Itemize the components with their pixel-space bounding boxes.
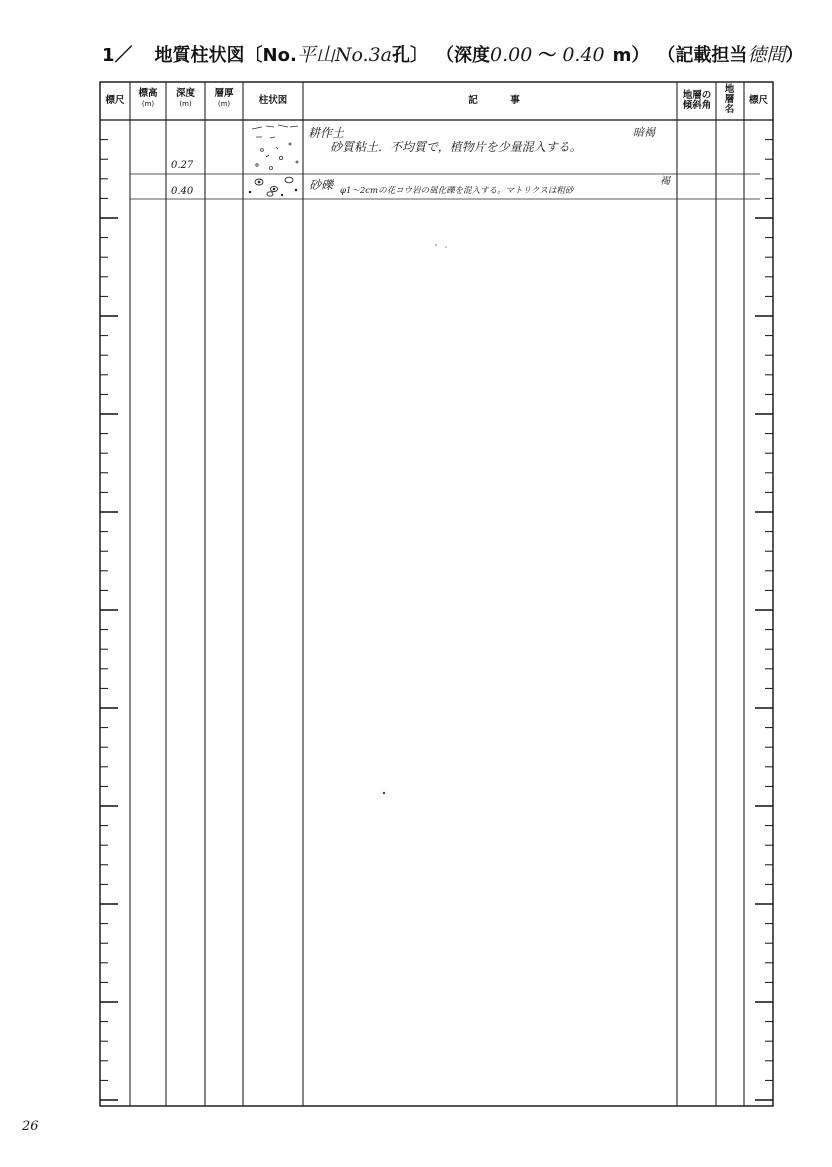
header-depth bbox=[166, 89, 205, 109]
header-elevation-unit: (m) bbox=[141, 100, 155, 108]
depth-from: 0.00 bbox=[490, 44, 533, 66]
recorder-close: ） bbox=[785, 45, 804, 66]
table-frame bbox=[100, 82, 773, 1106]
header-elevation bbox=[130, 89, 166, 109]
column-lines bbox=[130, 82, 744, 1106]
page-number: 26 bbox=[22, 1119, 39, 1134]
depth-separator: ～ bbox=[538, 45, 557, 66]
hole-suffix: 孔〕 bbox=[392, 45, 428, 66]
depth-prefix: （深度 bbox=[436, 45, 490, 66]
depth-to: 0.40 bbox=[562, 44, 605, 66]
columnar-pattern-gravel bbox=[249, 177, 297, 196]
header-description-1: 記 bbox=[468, 95, 478, 106]
header-depth-unit: (m) bbox=[179, 100, 192, 108]
paper-specks bbox=[383, 244, 447, 794]
header-stratum: 地層名 bbox=[724, 84, 735, 115]
header-thickness bbox=[205, 89, 243, 109]
header-thickness-label: 層厚 bbox=[214, 88, 234, 99]
header-depth-label: 深度 bbox=[175, 88, 195, 99]
header-scale-left: 標尺 bbox=[105, 95, 125, 106]
header-scale-right: 標尺 bbox=[748, 95, 768, 106]
layer-2-name: 砂礫 bbox=[309, 178, 334, 192]
header-description-2: 事 bbox=[510, 95, 520, 106]
hole-number: 平山No.3a bbox=[296, 44, 392, 66]
scale-ticks-right bbox=[755, 140, 773, 1100]
header-dip: 地層の傾斜角 bbox=[682, 90, 712, 111]
layer-2-description: φ1～2cmの花コウ岩の風化礫を混入する。マトリクスは粗砂 bbox=[340, 186, 574, 196]
recorder-name: 徳間 bbox=[747, 44, 786, 66]
layer-1-color: 暗褐 bbox=[633, 126, 655, 139]
layer-2-depth: 0.40 bbox=[171, 186, 194, 197]
layer-1-description: 砂質粘土．不均質で，植物片を少量混入する。 bbox=[330, 140, 582, 154]
no-prefix: 〔No. bbox=[244, 45, 297, 66]
columnar-pattern-topsoil bbox=[252, 125, 298, 170]
header-columnar: 柱状図 bbox=[258, 95, 288, 106]
sheet-number: 1／ bbox=[102, 45, 133, 66]
depth-unit: m） bbox=[612, 45, 650, 66]
layer-1-depth: 0.27 bbox=[171, 160, 194, 171]
header-elevation-label: 標高 bbox=[138, 88, 158, 99]
scale-ticks-left bbox=[100, 140, 118, 1100]
title-text: 地質柱状図 bbox=[154, 45, 245, 66]
header-thickness-unit: (m) bbox=[217, 100, 231, 108]
recorder-prefix: （記載担当 bbox=[657, 45, 748, 66]
layer-2-color: 褐 bbox=[660, 176, 670, 187]
layer-1-name: 耕作土 bbox=[308, 126, 345, 140]
